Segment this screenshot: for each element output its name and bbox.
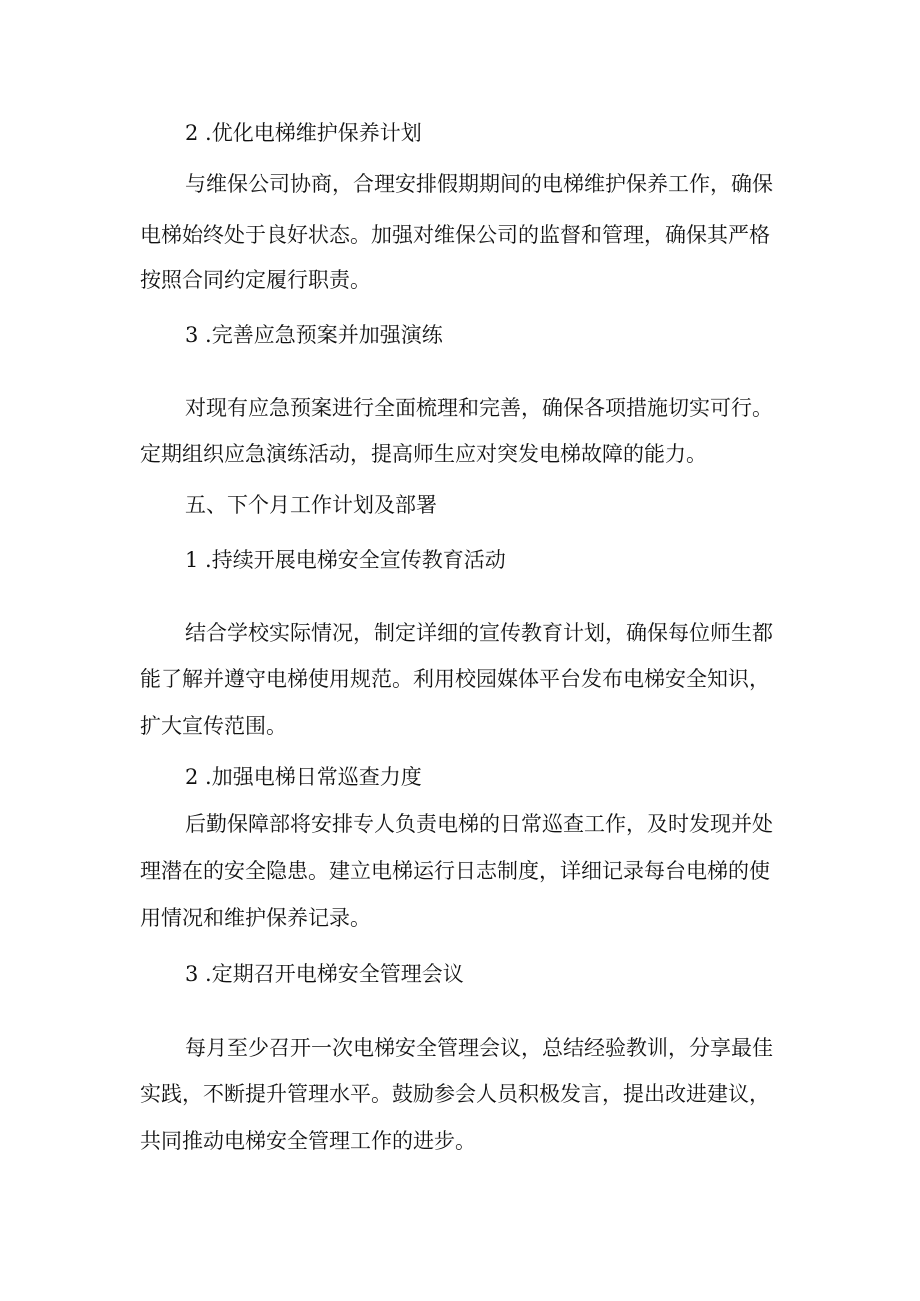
- paragraph-line: 对现有应急预案进行全面梳理和完善，确保各项措施切实可行。: [185, 396, 773, 420]
- paragraph-line: 实践，不断提升管理水平。鼓励参会人员积极发言，提出改进建议，: [140, 1082, 770, 1106]
- paragraph-line: 与维保公司协商，合理安排假期期间的电梯维护保养工作，确保: [185, 172, 773, 196]
- subheading-daily-inspection: 2 .加强电梯日常巡查力度: [185, 765, 422, 789]
- subheading-optimize-maintenance: 2 .优化电梯维护保养计划: [185, 121, 422, 145]
- paragraph-line: 按照合同约定履行职责。: [140, 268, 371, 292]
- paragraph-line: 结合学校实际情况，制定详细的宣传教育计划，确保每位师生都: [185, 621, 773, 645]
- paragraph-line: 每月至少召开一次电梯安全管理会议，总结经验教训，分享最佳: [185, 1036, 773, 1060]
- subheading-safety-education: 1 .持续开展电梯安全宣传教育活动: [185, 548, 506, 572]
- paragraph-line: 理潜在的安全隐患。建立电梯运行日志制度，详细记录每台电梯的使: [140, 859, 770, 883]
- paragraph-line: 扩大宣传范围。: [140, 714, 287, 738]
- subheading-emergency-plan: 3 .完善应急预案并加强演练: [185, 323, 443, 347]
- paragraph-line: 电梯始终处于良好状态。加强对维保公司的监督和管理，确保其严格: [140, 223, 770, 247]
- paragraph-line: 定期组织应急演练活动，提高师生应对突发电梯故障的能力。: [140, 442, 707, 466]
- paragraph-line: 后勤保障部将安排专人负责电梯的日常巡查工作，及时发现并处: [185, 812, 773, 836]
- paragraph-line: 用情况和维护保养记录。: [140, 906, 371, 930]
- paragraph-line: 共同推动电梯安全管理工作的进步。: [140, 1129, 476, 1153]
- section-heading-next-month-plan: 五、下个月工作计划及部署: [185, 493, 437, 517]
- subheading-safety-meetings: 3 .定期召开电梯安全管理会议: [185, 962, 464, 986]
- paragraph-line: 能了解并遵守电梯使用规范。利用校园媒体平台发布电梯安全知识，: [140, 667, 770, 691]
